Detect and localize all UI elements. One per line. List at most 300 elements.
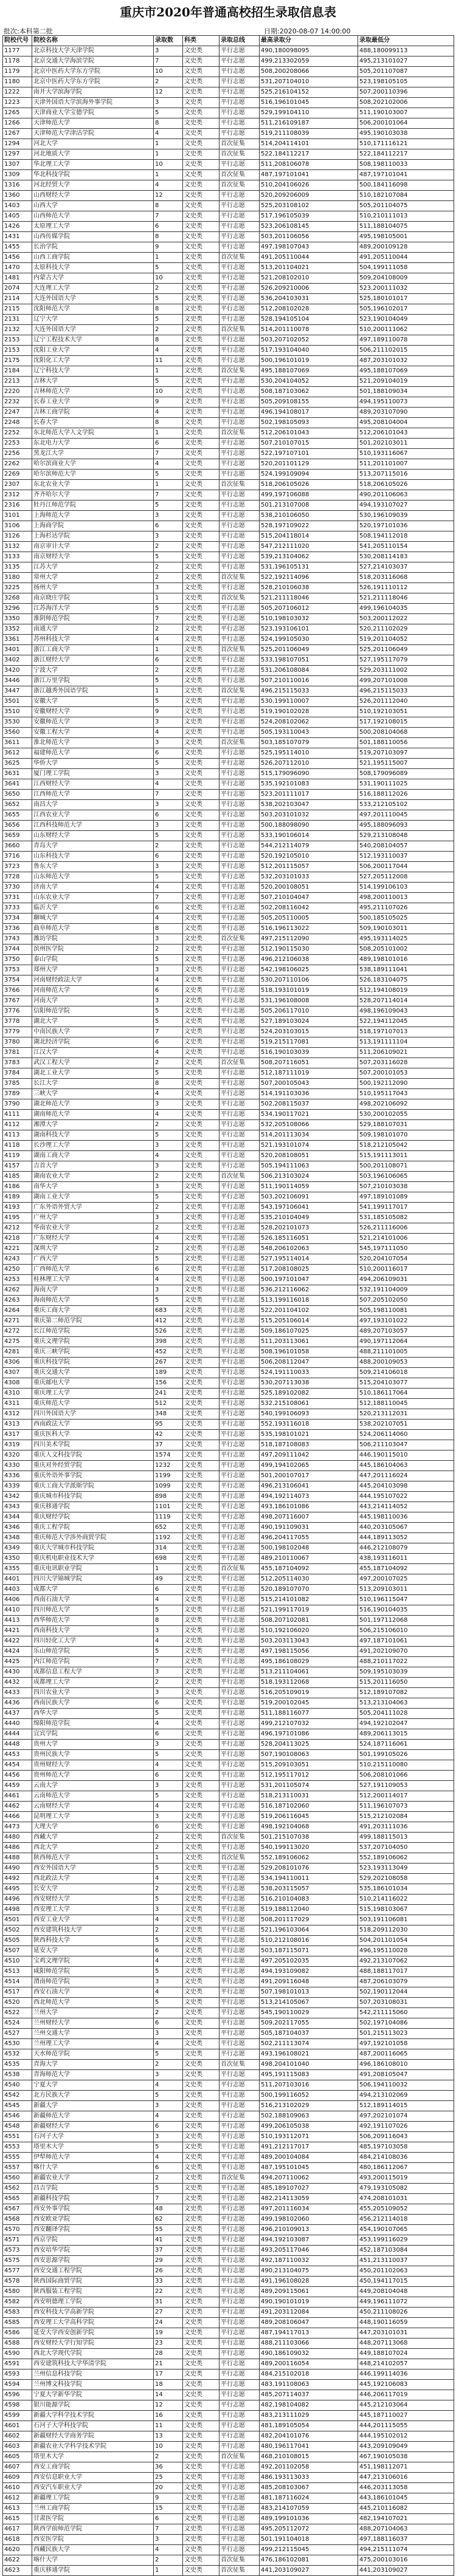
cell-category: 文史类 (183, 1843, 219, 1853)
table-row (3, 914, 454, 924)
cell-line: 平行志愿 (219, 1822, 260, 1833)
col-header-name: 院校名称 (32, 36, 154, 46)
cell-category: 文史类 (183, 1254, 219, 1265)
cell-name: 西安培华学院 (32, 2246, 154, 2256)
cell-line: 平行志愿 (219, 2039, 260, 2049)
cell-min: 499,196104035 (358, 604, 454, 614)
cell-category: 文史类 (183, 1719, 219, 1729)
cell-max: 519,188112040 (260, 1905, 358, 1915)
cell-name: 太原科技大学 (32, 263, 154, 273)
cell-count: 898 (154, 1492, 183, 1502)
cell-category: 文史类 (183, 397, 219, 408)
cell-line: 平行志愿 (219, 1440, 260, 1450)
cell-code: 3180 (3, 573, 32, 583)
cell-line: 平行志愿 (219, 191, 260, 201)
cell-category: 文史类 (183, 645, 219, 655)
cell-max: 502,211113074 (260, 2039, 358, 2049)
cell-code: 4568 (3, 2215, 32, 2225)
cell-line: 平行志愿 (219, 2442, 260, 2452)
cell-category: 文史类 (183, 2308, 219, 2318)
cell-count: 5 (154, 1192, 183, 1203)
cell-count: 6 (154, 439, 183, 449)
cell-max: 488,211103066 (260, 2339, 358, 2349)
cell-category: 文史类 (183, 883, 219, 893)
cell-count: 5 (154, 1254, 183, 1265)
cell-name: 重庆师范大学 (32, 1399, 154, 1409)
table-row (3, 77, 454, 87)
cell-category: 文史类 (183, 2008, 219, 2018)
cell-count: 698 (154, 1554, 183, 1564)
cell-min: 505,201104075 (358, 201, 454, 211)
cell-code: 4613 (3, 2504, 32, 2514)
cell-max: 489,200116054 (260, 2359, 358, 2369)
col-header-min: 录取最低分 (358, 36, 454, 46)
cell-code: 2248 (3, 418, 32, 428)
cell-count: 5 (154, 1647, 183, 1657)
cell-count: 5 (154, 1130, 183, 1141)
cell-category: 文史类 (183, 821, 219, 831)
table-row (3, 728, 454, 738)
cell-category: 文史类 (183, 428, 219, 439)
cell-name: 天津师范大学 (32, 118, 154, 129)
cell-min: 510,195117043 (358, 1089, 454, 1099)
cell-code: 4342 (3, 1492, 32, 1502)
cell-count: 7 (154, 449, 183, 459)
table-row (3, 2018, 454, 2029)
cell-count: 3 (154, 965, 183, 975)
cell-name: 塔里木大学 (32, 2142, 154, 2153)
cell-max: 514,191103036 (260, 1089, 358, 1099)
cell-count: 3 (154, 531, 183, 542)
cell-min: 518,209112030 (358, 1925, 454, 1936)
cell-name: 宜宾学院 (32, 1729, 154, 1740)
cell-line: 平行志愿 (219, 2483, 260, 2493)
cell-code: 4410 (3, 1605, 32, 1616)
cell-name: 西安科技大学高新学院 (32, 2308, 154, 2318)
cell-max: 505,194111063 (260, 1161, 358, 1172)
cell-max: 520,208108051 (260, 1151, 358, 1161)
cell-count: 1 (154, 593, 183, 604)
cell-code: 1266 (3, 118, 32, 129)
cell-count: 36 (154, 2462, 183, 2473)
cell-min: 445,186104063 (358, 1461, 454, 1471)
cell-code: 4585 (3, 2318, 32, 2328)
cell-line: 平行志愿 (219, 2029, 260, 2039)
cell-max: 527,189103024 (260, 1017, 358, 1027)
cell-code: 4346 (3, 1523, 32, 1533)
cell-category: 文史类 (183, 2390, 219, 2400)
cell-max: 527,195114014 (260, 1254, 358, 1265)
cell-min: 489,206113015 (358, 1729, 454, 1740)
cell-count: 1119 (154, 1512, 183, 1523)
cell-line: 平行志愿 (219, 1130, 260, 1141)
cell-code: 4281 (3, 1347, 32, 1358)
cell-count: 4 (154, 1110, 183, 1120)
cell-name: 齐齐哈尔大学 (32, 490, 154, 501)
cell-code: 4189 (3, 1192, 32, 1203)
cell-count: 1192 (154, 1533, 183, 1543)
cell-name: 福建师范大学 (32, 748, 154, 759)
cell-code: 1179 (3, 67, 32, 77)
cell-line: 平行志愿 (219, 1802, 260, 1812)
cell-code: 4250 (3, 1265, 32, 1275)
table-row (3, 1905, 454, 1915)
table-row (3, 2142, 454, 2153)
cell-max: 495,205112072 (260, 2524, 358, 2535)
cell-code: 1265 (3, 108, 32, 118)
cell-count: 9 (154, 397, 183, 408)
cell-line: 平行志愿 (219, 1471, 260, 1481)
cell-line: 平行志愿 (219, 1461, 260, 1471)
cell-name: 重庆大学城市科技学院 (32, 1543, 154, 1554)
cell-max: 507,200105043 (260, 1079, 358, 1089)
cell-name: 延安大学 (32, 1946, 154, 1956)
cell-name: 延安大学西安创新学院 (32, 2328, 154, 2339)
cell-category: 文史类 (183, 521, 219, 531)
table-row (3, 1161, 454, 1172)
cell-min: 523,198105105 (358, 77, 454, 87)
cell-code: 4433 (3, 1688, 32, 1698)
cell-count: 11 (154, 2421, 183, 2431)
table-row (3, 1760, 454, 1771)
cell-name: 宁夏大学新华学院 (32, 2390, 154, 2400)
cell-min: 518,206105026 (358, 480, 454, 490)
cell-code: 4492 (3, 1874, 32, 1884)
cell-max: 486,193113033 (260, 2473, 358, 2483)
cell-name: 长沙理工大学 (32, 1141, 154, 1151)
cell-count: 5 (154, 1894, 183, 1905)
cell-category: 文史类 (183, 284, 219, 294)
cell-min: 445,198110036 (358, 1512, 454, 1523)
cell-line: 平行志愿 (219, 1223, 260, 1234)
cell-category: 文史类 (183, 1802, 219, 1812)
cell-code: 3660 (3, 841, 32, 852)
cell-category: 文史类 (183, 1316, 219, 1327)
cell-min: 488,207104063 (358, 2524, 454, 2535)
cell-name: 兰州财经大学 (32, 2018, 154, 2029)
table-row (3, 934, 454, 945)
cell-max: 519,215117081 (260, 1037, 358, 1048)
cell-code: 2074 (3, 284, 32, 294)
cell-min: 509,198101070 (358, 1130, 454, 1141)
cell-count: 241 (154, 1389, 183, 1399)
table-body (3, 46, 454, 2576)
cell-name: 吉林大学 (32, 377, 154, 387)
table-row (3, 2049, 454, 2060)
cell-code: 1455 (3, 242, 32, 253)
cell-max: 521,199117019 (260, 1605, 358, 1616)
cell-name: 深圳大学 (32, 1244, 154, 1254)
cell-category: 文史类 (183, 1946, 219, 1956)
cell-min: 509,214106018 (358, 1368, 454, 1378)
cell-name: 南京审计大学 (32, 542, 154, 552)
cell-category: 文史类 (183, 1450, 219, 1461)
cell-max: 520,201101129 (260, 459, 358, 470)
table-row (3, 2173, 454, 2184)
cell-line: 平行志愿 (219, 1347, 260, 1358)
cell-category: 文史类 (183, 2122, 219, 2132)
cell-category: 文史类 (183, 1636, 219, 1647)
cell-max: 530,199110007 (260, 697, 358, 707)
cell-name: 重庆三峡学院 (32, 1347, 154, 1358)
cell-name: 广东外语外贸大学 (32, 1203, 154, 1213)
cell-count: 4 (154, 883, 183, 893)
cell-name: 南京财经大学 (32, 552, 154, 562)
cell-max: 501,200107017 (260, 1471, 358, 1481)
cell-max: 499,212115045 (260, 2545, 358, 2555)
cell-category: 文史类 (183, 1244, 219, 1254)
cell-name: 广东财经大学 (32, 1234, 154, 1244)
cell-code: 3784 (3, 1068, 32, 1079)
cell-max: 519,206116045 (260, 1812, 358, 1822)
cell-code: 3132 (3, 542, 32, 552)
cell-count: 5 (154, 1296, 183, 1306)
cell-max: 520,200108051 (260, 883, 358, 893)
cell-line: 平行志愿 (219, 2359, 260, 2369)
cell-code: 1360 (3, 191, 32, 201)
table-row (3, 655, 454, 666)
cell-name: 新疆理工学院 (32, 2493, 154, 2504)
cell-category: 文史类 (183, 738, 219, 748)
cell-count: 3 (154, 862, 183, 872)
cell-name: 湖南农业大学 (32, 1172, 154, 1182)
cell-name: 新疆农业大学 (32, 2173, 154, 2184)
cell-line: 平行志愿 (219, 129, 260, 139)
cell-code: 4317 (3, 1430, 32, 1440)
table-row (3, 2328, 454, 2339)
cell-category: 文史类 (183, 1068, 219, 1079)
cell-code: 4610 (3, 2483, 32, 2493)
cell-max: 522,201104102 (260, 1306, 358, 1316)
cell-category: 文史类 (183, 1977, 219, 1987)
cell-category: 文史类 (183, 129, 219, 139)
cell-code: 4330 (3, 1461, 32, 1471)
cell-name: 西安医学院 (32, 2535, 154, 2545)
cell-max: 493,205117046 (260, 2246, 358, 2256)
cell-min: 487,200116065 (358, 2049, 454, 2060)
table-row (3, 1368, 454, 1378)
cell-code: 3402 (3, 655, 32, 666)
table-row (3, 1471, 454, 1481)
cell-category: 文史类 (183, 1781, 219, 1791)
cell-code: 4617 (3, 2524, 32, 2535)
cell-count: 4 (154, 1151, 183, 1161)
cell-min: 510,214116022 (358, 1894, 454, 1905)
cell-code: 4538 (3, 2070, 32, 2080)
col-header-count: 录取数 (154, 36, 183, 46)
cell-code: 4593 (3, 2369, 32, 2380)
cell-min: 509,195103039 (358, 1667, 454, 1678)
cell-max: 505,205110005 (260, 914, 358, 924)
table-row (3, 1833, 454, 1843)
cell-code: 2232 (3, 397, 32, 408)
table-row (3, 624, 454, 635)
cell-line: 平行志愿 (219, 1543, 260, 1554)
cell-line: 平行志愿 (219, 583, 260, 593)
cell-category: 文史类 (183, 2070, 219, 2080)
table-row (3, 2462, 454, 2473)
table-row (3, 1502, 454, 1512)
cell-category: 文史类 (183, 2431, 219, 2442)
cell-min: 506,194110032 (358, 2080, 454, 2091)
cell-line: 平行志愿 (219, 614, 260, 624)
cell-max: 534,194110011 (260, 1874, 358, 1884)
cell-code: 4555 (3, 2153, 32, 2163)
cell-count: 3 (154, 1740, 183, 1750)
cell-name: 兰州大学 (32, 2008, 154, 2018)
cell-max: 525,195114010 (260, 748, 358, 759)
cell-max: 496,204117055 (260, 1533, 358, 1543)
cell-code: 4113 (3, 1130, 32, 1141)
cell-category: 文史类 (183, 46, 219, 56)
cell-max: 518,213110031 (260, 1791, 358, 1802)
cell-count: 37 (154, 2246, 183, 2256)
table-row (3, 2132, 454, 2142)
cell-count: 6 (154, 1585, 183, 1595)
cell-max: 503,203101032 (260, 810, 358, 821)
cell-min: 515,198103067 (358, 1905, 454, 1915)
cell-code: 4495 (3, 1884, 32, 1894)
cell-code: 4570 (3, 2225, 32, 2235)
cell-code: 4562 (3, 2184, 32, 2194)
table-row (3, 986, 454, 996)
cell-name: 四川轻化工大学 (32, 1636, 154, 1647)
cell-category: 文史类 (183, 2452, 219, 2462)
cell-count: 8 (154, 335, 183, 346)
cell-max: 482,204101076 (260, 2431, 358, 2442)
table-row (3, 1987, 454, 1998)
col-header-max: 最高录取分 (260, 36, 358, 46)
cell-code: 4580 (3, 2287, 32, 2297)
cell-count: 2 (154, 945, 183, 955)
cell-name: 重庆电讯职业学院 (32, 1564, 154, 1574)
cell-code: 3754 (3, 975, 32, 986)
cell-code: 3656 (3, 821, 32, 831)
cell-code: 4461 (3, 1791, 32, 1802)
cell-code: 2262 (3, 459, 32, 470)
cell-max: 498,192104068 (260, 1822, 358, 1833)
cell-category: 文史类 (183, 108, 219, 118)
cell-min: 482,194107021 (358, 2514, 454, 2524)
cell-min: 522,194112045 (358, 1017, 454, 1027)
table-row (3, 2566, 454, 2576)
table-row (3, 480, 454, 490)
table-row (3, 408, 454, 418)
cell-category: 文史类 (183, 1368, 219, 1378)
cell-name: 重庆工商大学派斯学院 (32, 1481, 154, 1492)
cell-code: 4339 (3, 1481, 32, 1492)
cell-name: 西安明德理工学院 (32, 2297, 154, 2308)
table-row (3, 1626, 454, 1636)
cell-code: 4542 (3, 2091, 32, 2101)
table-row (3, 1894, 454, 1905)
table-row (3, 1843, 454, 1853)
table-row (3, 149, 454, 160)
cell-name: 西华大学 (32, 1709, 154, 1719)
cell-count: 3 (154, 46, 183, 56)
cell-name: 陕西科技大学 (32, 1936, 154, 1946)
cell-min: 447,203101031 (358, 2328, 454, 2339)
cell-category: 文史类 (183, 1523, 219, 1533)
cell-code: 4307 (3, 1368, 32, 1378)
cell-code: 1316 (3, 180, 32, 191)
cell-name: 浙江财经大学 (32, 655, 154, 666)
cell-code: 4548 (3, 2122, 32, 2132)
cell-min: 497,187101061 (358, 1636, 454, 1647)
cell-line: 平行志愿 (219, 1296, 260, 1306)
cell-code: 4586 (3, 2328, 32, 2339)
cell-category: 文史类 (183, 1750, 219, 1760)
cell-category: 文史类 (183, 2184, 219, 2194)
cell-code: 1456 (3, 253, 32, 263)
cell-line: 首次征集 (219, 428, 260, 439)
cell-min: 488,200109053 (358, 1358, 454, 1368)
cell-max: 468,210108015 (260, 2452, 358, 2462)
cell-max: 524,191110033 (260, 1368, 358, 1378)
table-header-row (3, 36, 454, 46)
table-row (3, 325, 454, 335)
table-row (3, 1213, 454, 1223)
cell-code: 4602 (3, 2431, 32, 2442)
cell-category: 文史类 (183, 1347, 219, 1358)
cell-line: 平行志愿 (219, 1554, 260, 1564)
cell-count: 4 (154, 1636, 183, 1647)
cell-min: 499,188115013 (358, 1833, 454, 1843)
cell-line: 平行志愿 (219, 1037, 260, 1048)
cell-min: 508,194112018 (358, 531, 454, 542)
cell-min: 448,190116059 (358, 2318, 454, 2328)
cell-min: 489,198101016 (358, 955, 454, 965)
cell-category: 文史类 (183, 841, 219, 852)
cell-max: 492,201102058 (260, 2462, 358, 2473)
cell-max: 487,197101041 (260, 170, 358, 180)
cell-max: 441,203109027 (260, 2566, 358, 2576)
cell-max: 519,211108039 (260, 129, 358, 139)
cell-category: 文史类 (183, 2555, 219, 2566)
cell-min: 456,212114018 (358, 2215, 454, 2225)
table-row (3, 428, 454, 439)
cell-category: 文史类 (183, 924, 219, 934)
cell-line: 平行志愿 (219, 2411, 260, 2421)
cell-max: 496,215115033 (260, 686, 358, 697)
cell-category: 文史类 (183, 2483, 219, 2493)
cell-line: 平行志愿 (219, 1626, 260, 1636)
cell-max: 510,198103032 (260, 614, 358, 624)
cell-count: 6 (154, 986, 183, 996)
cell-min: 491,208105047 (358, 2070, 454, 2080)
cell-count: 1 (154, 170, 183, 180)
cell-min: 528,207114014 (358, 996, 454, 1006)
cell-count: 7 (154, 614, 183, 624)
cell-line: 平行志愿 (219, 2287, 260, 2297)
table-row (3, 346, 454, 356)
cell-count: 6 (154, 1729, 183, 1740)
table-row (3, 67, 454, 77)
cell-line: 平行志愿 (219, 1657, 260, 1667)
cell-name: 南华大学 (32, 1182, 154, 1192)
cell-min: 494,213102069 (358, 2091, 454, 2101)
cell-category: 文史类 (183, 2204, 219, 2215)
cell-max: 503,201106056 (260, 232, 358, 242)
cell-max: 521,211118046 (260, 593, 358, 604)
cell-min: 447,213106016 (358, 2473, 454, 2483)
cell-code: 4348 (3, 1533, 32, 1543)
table-row (3, 56, 454, 67)
cell-name: 海南大学 (32, 1285, 154, 1296)
cell-count: 29 (154, 2256, 183, 2266)
cell-name: 西北大学现代学院 (32, 2349, 154, 2359)
cell-name: 喀什大学 (32, 2163, 154, 2173)
